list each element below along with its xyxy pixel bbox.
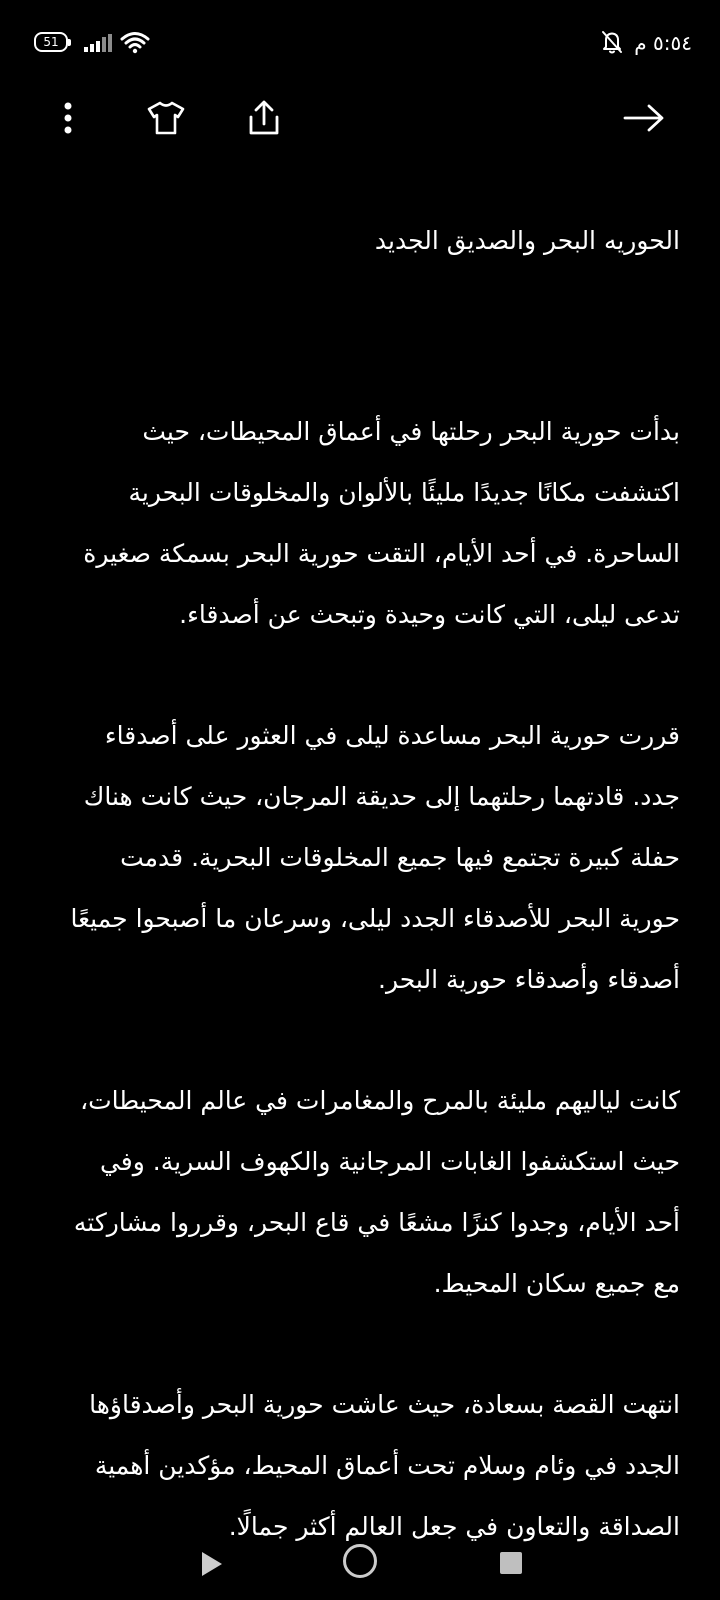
- recents-square-icon[interactable]: [500, 1552, 522, 1574]
- home-circle-icon[interactable]: [343, 1544, 377, 1578]
- more-vertical-icon: [62, 101, 74, 135]
- toolbar: [0, 90, 720, 150]
- status-time: ٥:٥٤ م: [634, 31, 692, 55]
- status-bar: [0, 0, 720, 80]
- article-paragraph: انتهت القصة بسعادة، حيث عاشت حورية البحر وأصدقاؤها الجدد في وئام وسلام تحت أعماق المحيط، مؤكدين أهمية الصداقة والتعاون في جعل العالم أكثر جمالًا.: [89, 1390, 680, 1541]
- share-icon: [247, 100, 281, 136]
- article-paragraph: قررت حورية البحر مساعدة ليلى في العثور على أصدقاء جدد. قادتهما رحلتهما إلى حديقة المرجان، حيث كانت هناك حفلة كبيرة تجتمع فيها جميع المخلوقات البحرية. قدمت حورية البحر للأصدقاء الجدد ليلى، وسرعان ما أصبحوا جميعًا أصدقاء وأصدقاء حورية البحر.: [70, 721, 680, 994]
- article-content: [60, 210, 680, 1557]
- theme-button[interactable]: [142, 90, 190, 146]
- battery-level: 51: [43, 35, 59, 49]
- forward-button[interactable]: [620, 90, 668, 146]
- battery-icon: [34, 32, 68, 52]
- back-triangle-icon[interactable]: [200, 1550, 224, 1578]
- shirt-icon: [147, 101, 185, 135]
- article-title: الحوريه البحر والصديق الجديد: [374, 226, 680, 255]
- arrow-forward-icon: [623, 103, 665, 133]
- bell-off-icon: [600, 29, 624, 55]
- navigation-bar: [0, 1500, 720, 1600]
- article-paragraph: بدأت حورية البحر رحلتها في أعماق المحيطات، حيث اكتشفت مكانًا جديدًا مليئًا بالألوان والمخلوقات البحرية الساحرة. في أحد الأيام، التقت حورية البحر بسمكة صغيرة تدعى ليلى، التي كانت وحيدة وتبحث عن أصدقاء.: [83, 417, 680, 629]
- signal-icon: [84, 34, 114, 52]
- more-options-button[interactable]: [44, 90, 92, 146]
- article-paragraph: كانت لياليهم مليئة بالمرح والمغامرات في عالم المحيطات، حيث استكشفوا الغابات المرجانية والكهوف السرية. وفي أحد الأيام، وجدوا كنزًا مشعًا في قاع البحر، وقرروا مشاركته مع جميع سكان المحيط.: [73, 1086, 680, 1298]
- wifi-icon: [120, 30, 150, 54]
- share-button[interactable]: [240, 90, 288, 146]
